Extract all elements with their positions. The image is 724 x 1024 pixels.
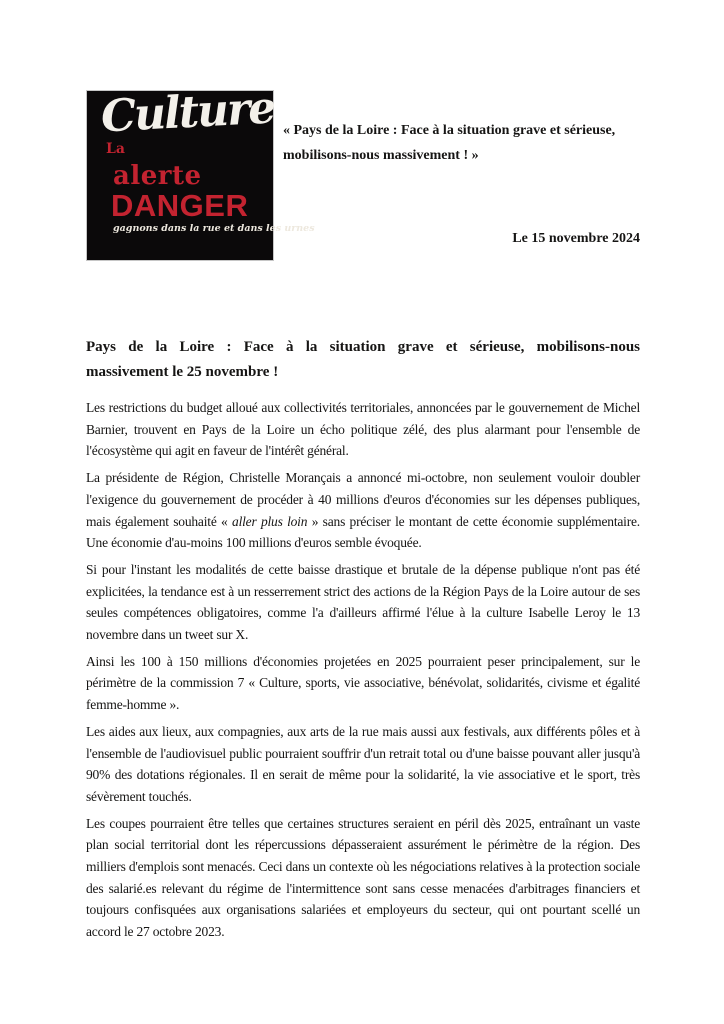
paragraph-3: Si pour l'instant les modalités de cette baisse drastique et brutale de la dépense publique n'ont pas été explicitées, la tendance est à un resserrement strict des actions de la Région Pays de la Loire autour de ses seules compétences obligatoires, comme l'a d'ailleurs affirmé l'élue à la culture Isabelle Leroy le 13 novembre dans un tweet sur X.	[86, 561, 640, 643]
paragraph-1: Les restrictions du budget alloué aux collectivités territoriales, annoncées par le gouvernement de Michel Barnier, trouvent en Pays de la Loire un écho politique zélé, des plus alarmant pour l'ensemble de l'écosystème qui agit en faveur de l'intérêt général.	[86, 400, 640, 459]
document-title-line2: massivement le 25 novembre !	[86, 364, 279, 380]
article-body	[86, 335, 640, 948]
logo-tagline-text: gagnons dans la rue et dans les urnes	[113, 223, 315, 234]
paragraph-6: Les coupes pourraient être telles que certaines structures seraient en péril dès 2025, entraînant un vaste plan social territorial dont les répercussions dépasseraient assurément le périmètre de la région. Des milliers d'emplois sont menacés. Ceci dans un contexte où les négociations relatives à la protection sociale des salarié.es relevant du régime de l'intermittence sont sans cesse menacées d'arbitrages financiers et toujours confisquées aux organisations salariées et employeurs du secteur, qui ont pourtant scellé un accord le 27 octobre 2023.	[86, 815, 640, 940]
paragraph-2-after: » sans préciser le montant de cette économie supplémentaire. Une économie d'au-moins 100 millions d'euros semble évoquée.	[86, 513, 640, 551]
paragraph-2-before: La présidente de Région, Christelle Morançais a annoncé mi-octobre, non seulement vouloir doubler l'exigence du gouvernement de procéder à 40 millions d'euros d'économies sur les dépenses publiques, mais également souhaité «	[86, 470, 640, 529]
paragraph-4: Ainsi les 100 à 150 millions d'économies projetées en 2025 pourraient peser principalement, sur le périmètre de la commission 7 « Culture, sports, vie associative, bénévolat, solidarités, civisme et égalité femme-homme ».	[86, 653, 640, 713]
logo-danger-text: DANGER	[111, 188, 249, 223]
paragraph-5: Les aides aux lieux, aux compagnies, aux arts de la rue mais aussi aux festivals, aux différents pôles et à l'ensemble de l'audiovisuel public pourraient souffrir d'un retrait total ou d'une baisse pouvant aller jusqu'à 90% des dotations régionales. Il en serait de même pour la solidarité, la vie associative et le sport, très sévèrement touchés.	[86, 723, 640, 804]
paragraph-2	[86, 467, 640, 554]
paragraph-2-quote: aller plus loin	[232, 513, 308, 529]
header-quote-line2: mobilisons-nous massivement ! »	[283, 148, 479, 163]
header-quote-line1: « Pays de la Loire : Face à la situation grave et sérieuse,	[283, 123, 616, 138]
document-date: Le 15 novembre 2024	[512, 231, 640, 246]
document-title-line1: Pays de la Loire : Face à la situation grave et sérieuse, mobilisons-nous	[86, 339, 640, 355]
header-quote	[283, 118, 615, 168]
logo-la-text: La	[106, 141, 125, 157]
logo-culture-text: Culture	[99, 82, 276, 143]
document-title	[86, 335, 640, 385]
culture-alerte-danger-logo	[86, 82, 315, 261]
logo-alerte-text: alerte	[113, 161, 202, 191]
